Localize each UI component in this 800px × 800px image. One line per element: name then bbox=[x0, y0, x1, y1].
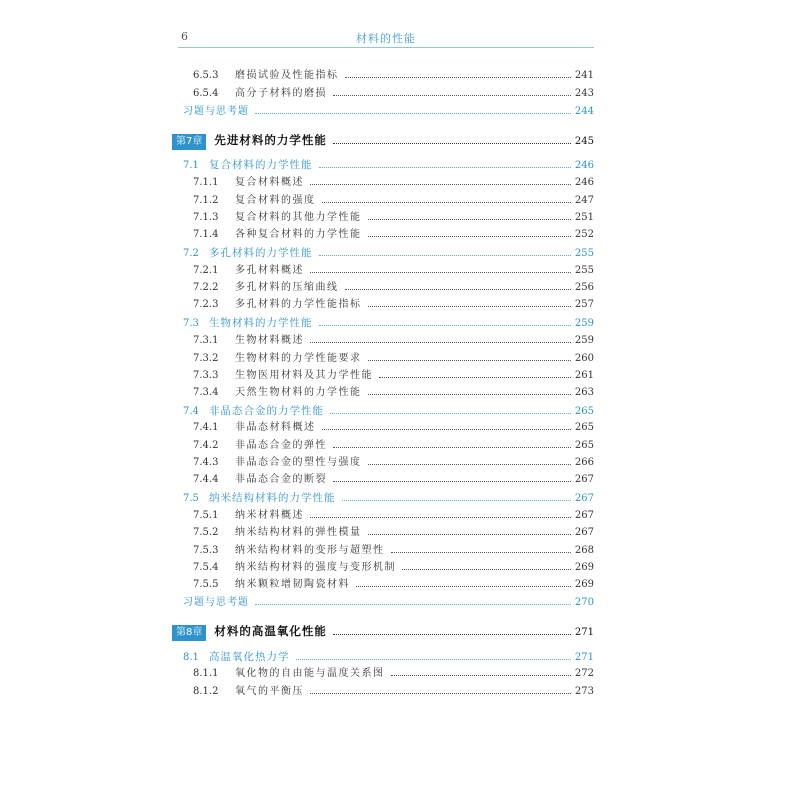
entry-page-number: 267 bbox=[574, 510, 594, 521]
entry-title: 非晶态合金的弹性 bbox=[235, 440, 327, 451]
toc-subsection-entry[interactable] bbox=[193, 386, 594, 400]
entry-number: 8.1 bbox=[183, 652, 199, 663]
entry-number: 7.5 bbox=[183, 493, 199, 504]
toc-subsection-entry[interactable] bbox=[193, 264, 594, 278]
entry-title: 纳米结构材料的力学性能 bbox=[209, 492, 336, 504]
entry-title: 复合材料的力学性能 bbox=[209, 159, 313, 171]
toc-section-entry[interactable] bbox=[183, 491, 594, 505]
toc-chapter-entry[interactable] bbox=[172, 131, 594, 149]
toc-subsection-entry[interactable] bbox=[193, 211, 594, 225]
toc-subsection-entry[interactable] bbox=[193, 69, 594, 83]
entry-number: 7.3 bbox=[183, 318, 199, 329]
entry-number: 7.3.1 bbox=[193, 335, 219, 346]
dot-leader bbox=[333, 634, 571, 635]
dot-leader bbox=[333, 481, 571, 482]
dot-leader bbox=[402, 569, 571, 570]
entry-number: 7.2.2 bbox=[193, 282, 219, 293]
entry-title: 纳米结构材料的弹性模量 bbox=[235, 527, 362, 538]
entry-title: 生物材料的力学性能要求 bbox=[235, 353, 362, 364]
dot-leader bbox=[356, 586, 571, 587]
entry-number: 7.5.4 bbox=[193, 562, 219, 573]
dot-leader bbox=[310, 272, 571, 273]
dot-leader bbox=[319, 167, 571, 168]
entry-page-number: 269 bbox=[574, 562, 594, 573]
toc-subsection-entry[interactable] bbox=[193, 87, 594, 101]
entry-number: 7.4.4 bbox=[193, 474, 219, 485]
toc-subsection-entry[interactable] bbox=[193, 473, 594, 487]
entry-number: 7.2.3 bbox=[193, 299, 219, 310]
entry-page-number: 247 bbox=[574, 195, 594, 206]
entry-title: 氧化物的自由能与温度关系图 bbox=[235, 668, 385, 679]
entry-title: 纳米材料概述 bbox=[235, 510, 304, 521]
entry-title: 先进材料的力学性能 bbox=[214, 133, 327, 147]
entry-title: 多孔材料的力学性能指标 bbox=[235, 299, 362, 310]
entry-title: 纳米结构材料的强度与变形机制 bbox=[235, 562, 396, 573]
entry-title: 多孔材料的压缩曲线 bbox=[235, 282, 339, 293]
toc-subsection-entry[interactable] bbox=[193, 509, 594, 523]
entry-page-number: 255 bbox=[574, 265, 594, 276]
toc-subsection-entry[interactable] bbox=[193, 578, 594, 592]
toc-subsection-entry[interactable] bbox=[193, 194, 594, 208]
entry-title: 多孔材料的力学性能 bbox=[209, 247, 313, 259]
entry-number: 7.4.3 bbox=[193, 457, 219, 468]
entry-number: 7.1.3 bbox=[193, 212, 219, 223]
entry-page-number: 243 bbox=[574, 88, 594, 99]
toc-subsection-entry[interactable] bbox=[193, 544, 594, 558]
dot-leader bbox=[345, 77, 571, 78]
entry-title: 氧气的平衡压 bbox=[235, 686, 304, 697]
entry-page-number: 259 bbox=[574, 335, 594, 346]
entry-page-number: 273 bbox=[574, 686, 594, 697]
toc-subsection-entry[interactable] bbox=[193, 526, 594, 540]
dot-leader bbox=[368, 534, 571, 535]
entry-page-number: 261 bbox=[574, 370, 594, 381]
toc-section-entry[interactable] bbox=[183, 316, 594, 330]
entry-page-number: 272 bbox=[574, 668, 594, 679]
toc-section-entry[interactable] bbox=[183, 246, 594, 260]
entry-page-number: 246 bbox=[574, 177, 594, 188]
dot-leader bbox=[322, 202, 571, 203]
toc-section-entry[interactable] bbox=[183, 650, 594, 664]
entry-title: 纳米结构材料的变形与超塑性 bbox=[235, 545, 385, 556]
toc-subsection-entry[interactable] bbox=[193, 667, 594, 681]
entry-title: 复合材料的其他力学性能 bbox=[235, 212, 362, 223]
entry-title: 高温氧化热力学 bbox=[209, 651, 290, 663]
toc-subsection-entry[interactable] bbox=[193, 334, 594, 348]
entry-number: 8.1.1 bbox=[193, 668, 219, 679]
dot-leader bbox=[345, 289, 571, 290]
entry-page-number: 244 bbox=[574, 106, 594, 117]
entry-title: 生物材料概述 bbox=[235, 335, 304, 346]
entry-title: 复合材料概述 bbox=[235, 177, 304, 188]
entry-page-number: 269 bbox=[574, 579, 594, 590]
toc-subsection-entry[interactable] bbox=[193, 176, 594, 190]
entry-number: 6.5.3 bbox=[193, 70, 219, 81]
dot-leader bbox=[310, 184, 571, 185]
toc-subsection-entry[interactable] bbox=[193, 685, 594, 699]
dot-leader bbox=[310, 693, 571, 694]
entry-page-number: 246 bbox=[574, 160, 594, 171]
toc-subsection-entry[interactable] bbox=[193, 281, 594, 295]
dot-leader bbox=[255, 113, 571, 114]
entry-number: 7.4 bbox=[183, 406, 199, 417]
entry-page-number: 267 bbox=[574, 474, 594, 485]
entry-number: 7.5.2 bbox=[193, 527, 219, 538]
entry-number: 7.4.2 bbox=[193, 440, 219, 451]
toc-subsection-entry[interactable] bbox=[193, 228, 594, 242]
entry-page-number: 265 bbox=[574, 406, 594, 417]
dot-leader bbox=[368, 360, 571, 361]
dot-leader bbox=[310, 342, 571, 343]
chapter-badge: 第7章 bbox=[172, 134, 206, 150]
dot-leader bbox=[333, 447, 571, 448]
toc-subsection-entry[interactable] bbox=[193, 298, 594, 312]
entry-title: 非晶态材料概述 bbox=[235, 422, 316, 433]
entry-title: 复合材料的强度 bbox=[235, 195, 316, 206]
entry-page-number: 267 bbox=[574, 493, 594, 504]
dot-leader bbox=[391, 675, 571, 676]
entry-title: 磨损试验及性能指标 bbox=[235, 70, 339, 81]
toc-exercise-entry[interactable] bbox=[183, 105, 594, 119]
dot-leader bbox=[333, 143, 571, 144]
dot-leader bbox=[330, 413, 571, 414]
entry-page-number: 245 bbox=[574, 136, 594, 147]
entry-number: 7.2 bbox=[183, 248, 199, 259]
dot-leader bbox=[255, 604, 571, 605]
entry-title: 生物医用材料及其力学性能 bbox=[235, 370, 373, 381]
entry-page-number: 267 bbox=[574, 527, 594, 538]
toc-subsection-entry[interactable] bbox=[193, 369, 594, 383]
dot-leader bbox=[368, 464, 571, 465]
entry-page-number: 271 bbox=[574, 652, 594, 663]
entry-title: 材料的高温氧化性能 bbox=[214, 624, 327, 638]
toc-subsection-entry[interactable] bbox=[193, 456, 594, 470]
toc-chapter-entry[interactable] bbox=[172, 622, 594, 640]
entry-number: 7.3.3 bbox=[193, 370, 219, 381]
entry-number: 7.5.1 bbox=[193, 510, 219, 521]
entry-title: 非晶态合金的断裂 bbox=[235, 474, 327, 485]
entry-number: 7.4.1 bbox=[193, 422, 219, 433]
toc-subsection-entry[interactable] bbox=[193, 421, 594, 435]
entry-page-number: 265 bbox=[574, 422, 594, 433]
toc-subsection-entry[interactable] bbox=[193, 439, 594, 453]
entry-page-number: 259 bbox=[574, 318, 594, 329]
entry-title: 多孔材料概述 bbox=[235, 265, 304, 276]
page-number: 6 bbox=[181, 30, 188, 43]
toc-section-entry[interactable] bbox=[183, 404, 594, 418]
entry-title: 各种复合材料的力学性能 bbox=[235, 229, 362, 240]
dot-leader bbox=[319, 325, 571, 326]
entry-number: 7.1 bbox=[183, 160, 199, 171]
dot-leader bbox=[379, 377, 571, 378]
toc-subsection-entry[interactable] bbox=[193, 561, 594, 575]
entry-page-number: 257 bbox=[574, 299, 594, 310]
entry-page-number: 263 bbox=[574, 387, 594, 398]
entry-page-number: 252 bbox=[574, 229, 594, 240]
entry-page-number: 268 bbox=[574, 545, 594, 556]
toc-exercise-entry[interactable] bbox=[183, 596, 594, 610]
toc-section-entry[interactable] bbox=[183, 158, 594, 172]
dot-leader bbox=[333, 95, 571, 96]
dot-leader bbox=[310, 517, 571, 518]
dot-leader bbox=[368, 306, 571, 307]
entry-title: 习题与思考题 bbox=[183, 106, 249, 117]
entry-title: 习题与思考题 bbox=[183, 597, 249, 608]
dot-leader bbox=[319, 255, 571, 256]
entry-page-number: 256 bbox=[574, 282, 594, 293]
entry-title: 高分子材料的磨损 bbox=[235, 88, 327, 99]
entry-title: 纳米颗粒增韧陶瓷材料 bbox=[235, 579, 350, 590]
dot-leader bbox=[322, 429, 571, 430]
toc-subsection-entry[interactable] bbox=[193, 352, 594, 366]
entry-page-number: 251 bbox=[574, 212, 594, 223]
entry-page-number: 271 bbox=[574, 627, 594, 638]
entry-page-number: 266 bbox=[574, 457, 594, 468]
entry-number: 7.5.5 bbox=[193, 579, 219, 590]
entry-page-number: 265 bbox=[574, 440, 594, 451]
dot-leader bbox=[342, 500, 571, 501]
dot-leader bbox=[368, 394, 571, 395]
entry-title: 天然生物材料的力学性能 bbox=[235, 387, 362, 398]
dot-leader bbox=[391, 552, 571, 553]
entry-page-number: 260 bbox=[574, 353, 594, 364]
entry-number: 7.1.1 bbox=[193, 177, 219, 188]
entry-number: 6.5.4 bbox=[193, 88, 219, 99]
entry-number: 7.1.4 bbox=[193, 229, 219, 240]
entry-number: 7.2.1 bbox=[193, 265, 219, 276]
entry-number: 8.1.2 bbox=[193, 686, 219, 697]
entry-title: 生物材料的力学性能 bbox=[209, 317, 313, 329]
entry-number: 7.3.4 bbox=[193, 387, 219, 398]
entry-page-number: 270 bbox=[574, 597, 594, 608]
dot-leader bbox=[368, 219, 571, 220]
entry-page-number: 241 bbox=[574, 70, 594, 81]
entry-title: 非晶态合金的力学性能 bbox=[209, 405, 324, 417]
entry-page-number: 255 bbox=[574, 248, 594, 259]
dot-leader bbox=[296, 659, 571, 660]
entry-number: 7.3.2 bbox=[193, 353, 219, 364]
entry-number: 7.1.2 bbox=[193, 195, 219, 206]
dot-leader bbox=[368, 236, 571, 237]
running-title: 材料的性能 bbox=[356, 32, 416, 45]
entry-title: 非晶态合金的塑性与强度 bbox=[235, 457, 362, 468]
entry-number: 7.5.3 bbox=[193, 545, 219, 556]
chapter-badge: 第8章 bbox=[172, 625, 206, 641]
